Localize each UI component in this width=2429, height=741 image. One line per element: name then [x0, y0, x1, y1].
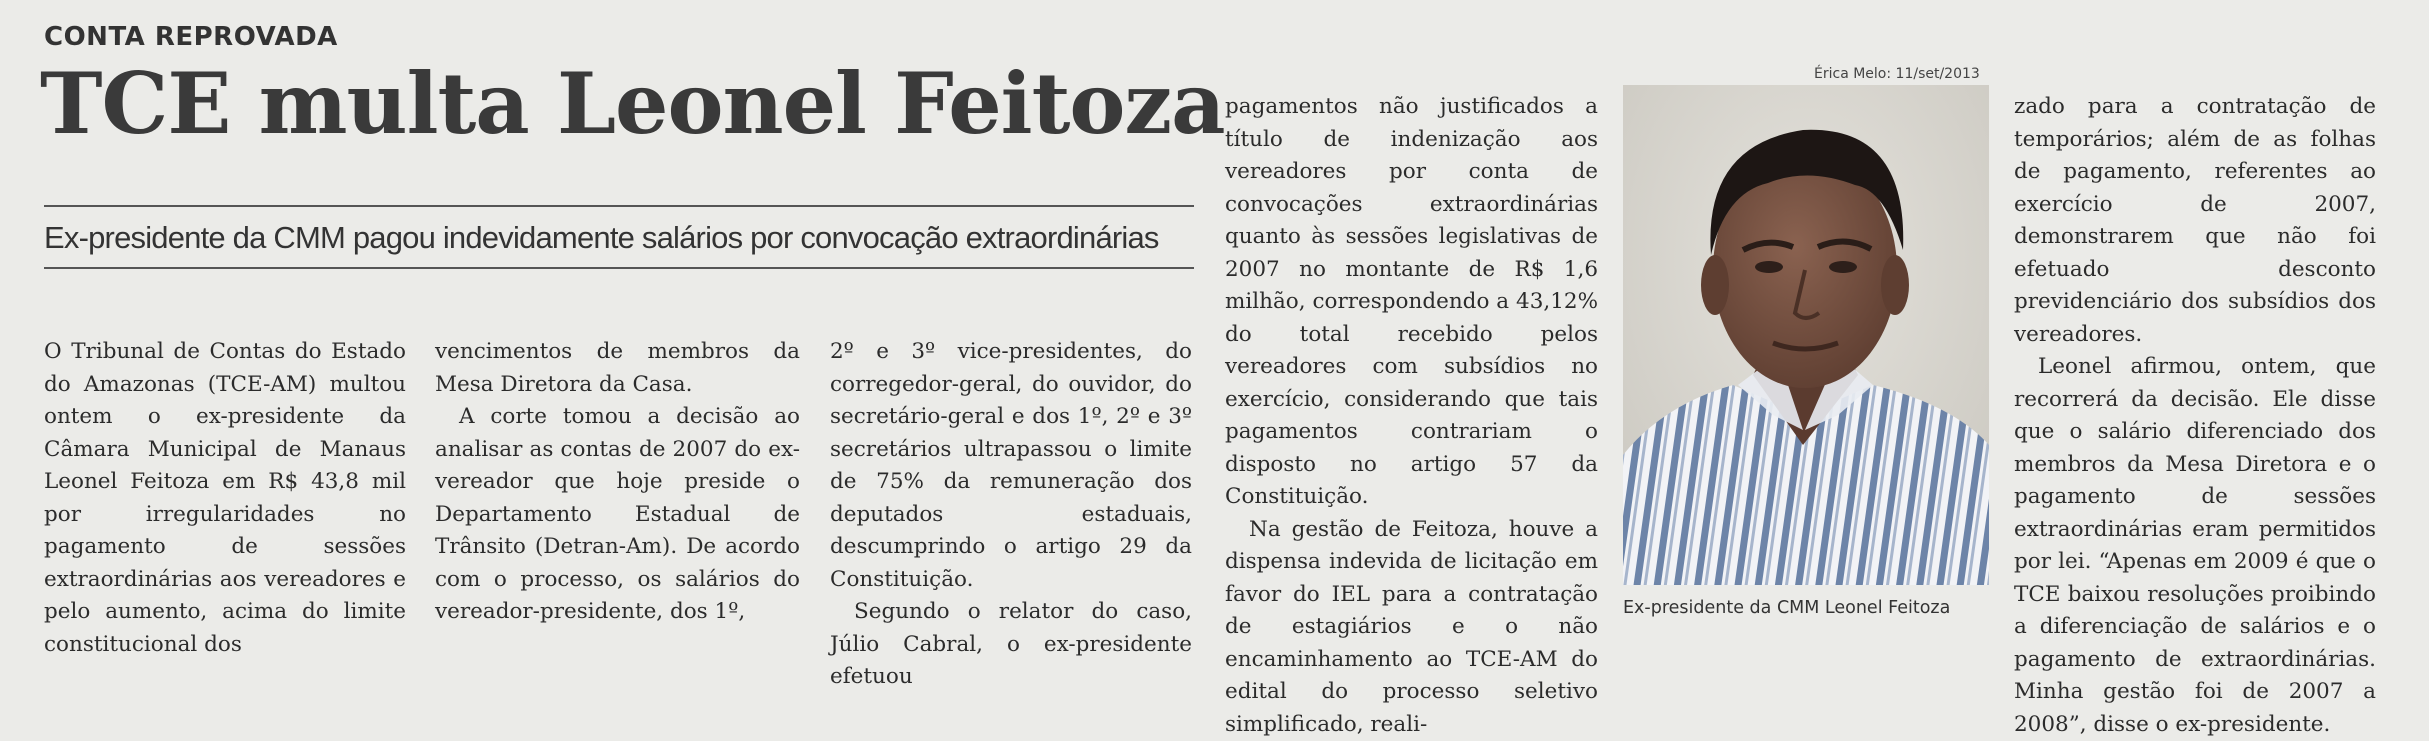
- headline: TCE multa Leonel Feitoza: [40, 62, 1225, 146]
- paragraph: Segundo o relator do caso, Júlio Cabral, o ex-presidente efetuou: [830, 596, 1192, 694]
- column-2: [435, 336, 800, 629]
- kicker: CONTA REPROVADA: [44, 22, 338, 52]
- rule-bottom: [44, 267, 1194, 269]
- column-1: [44, 336, 406, 661]
- column-4: [1225, 91, 1598, 741]
- photo-credit: Érica Melo: 11/set/2013: [1814, 66, 1980, 82]
- rule-top: [44, 205, 1194, 207]
- portrait-photo: [1623, 85, 1989, 585]
- column-5: [2014, 91, 2376, 741]
- paragraph: A corte tomou a decisão ao analisar as contas de 2007 do ex-vereador que hoje preside o Departamento Estadual de Trânsito (Detran-Am). De acordo com o processo, os salários do vereador-presidente, dos 1º,: [435, 401, 800, 629]
- paragraph: Na gestão de Feitoza, houve a dispensa indevida de licitação em favor do IEL para a contratação de estagiários e o não encaminhamento ao TCE-AM do edital do processo seletivo simplificado, reali-: [1225, 514, 1598, 741]
- paragraph: pagamentos não justificados a título de indenização aos vereadores por conta de convocações extraordinárias quanto às sessões legislativas de 2007 no montante de R$ 1,6 milhão, correspondendo a 43,12% do total recebido pelos vereadores com subsídios no exercício, considerando que tais pagamentos contrariam o disposto no artigo 57 da Constituição.: [1225, 91, 1598, 514]
- photo-caption: Ex-presidente da CMM Leonel Feitoza: [1623, 598, 1993, 618]
- column-3: [830, 336, 1192, 694]
- paragraph: zado para a contratação de temporários; além de as folhas de pagamento, referentes ao exercício de 2007, demonstrarem que não foi efetuado desconto previdenciário dos subsídios dos vereadores.: [2014, 91, 2376, 351]
- paragraph: O Tribunal de Contas do Estado do Amazonas (TCE-AM) multou ontem o ex-presidente da Câmara Municipal de Manaus Leonel Feitoza em R$ 43,8 mil por irregularidades no pagamento de sessões extraordinárias aos vereadores e pelo aumento, acima do limite constitucional dos: [44, 336, 406, 661]
- paragraph: vencimentos de membros da Mesa Diretora da Casa.: [435, 336, 800, 401]
- paragraph: Leonel afirmou, ontem, que recorrerá da decisão. Ele disse que o salário diferenciado dos membros da Mesa Diretora e o pagamento de sessões extraordinárias eram permitidos por lei. “Apenas em 2009 é que o TCE baixou resoluções proibindo a diferenciação de salários e o pagamento de extraordinárias. Minha gestão foi de 2007 a 2008”, disse o ex-presidente.: [2014, 351, 2376, 741]
- subtitle: Ex-presidente da CMM pagou indevidamente salários por convocação extraordinárias: [44, 220, 1194, 256]
- portrait-illustration-icon: [1623, 85, 1989, 585]
- paragraph: 2º e 3º vice-presidentes, do corregedor-geral, do ouvidor, do secretário-geral e dos 1º, 2º e 3º secretários ultrapassou o limite de 75% da remuneração dos deputados estaduais, descumprindo o artigo 29 da Constituição.: [830, 336, 1192, 596]
